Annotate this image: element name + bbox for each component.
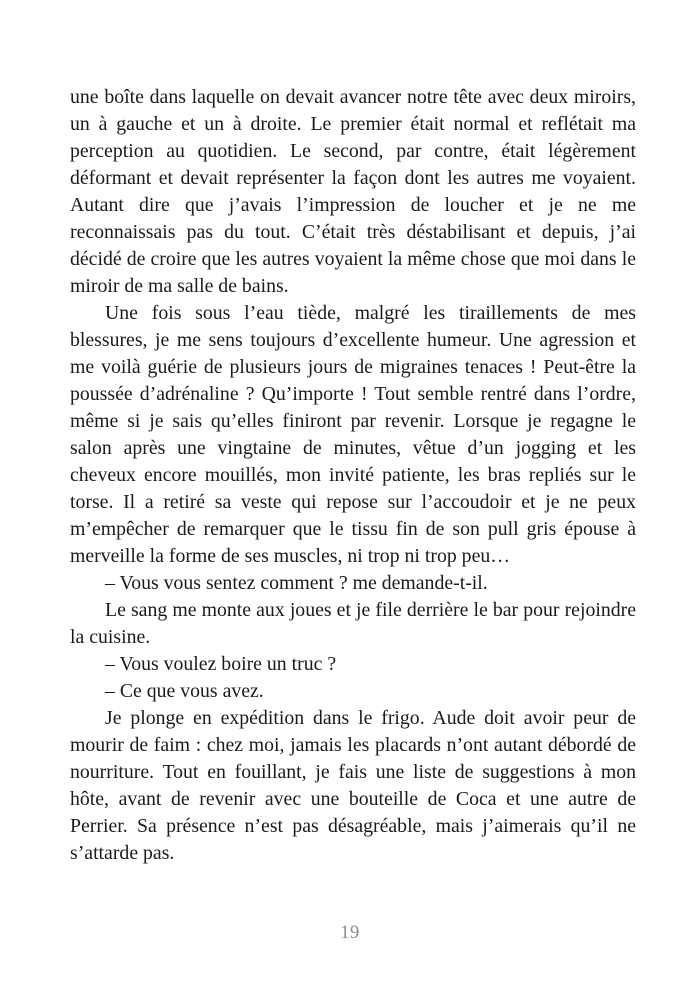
paragraph: une boîte dans laquelle on devait avancer notre tête avec deux miroirs, un à gauche et un à droite. Le premier était normal et reflétait ma perception au quotidien. Le second, par contre, était légèrement déformant et devait représenter la façon dont les autres me voyaient. Autant dire que j’avais l’impression de loucher et je ne me reconnaissais pas du tout. C’était très déstabilisant et depuis, j’ai décidé de croire que les autres voyaient la même chose que moi dans le miroir de ma salle de bains.	[70, 86, 636, 297]
body-text-block	[70, 84, 636, 867]
paragraph: Le sang me monte aux joues et je file derrière le bar pour rejoindre la cuisine.	[70, 599, 636, 648]
paragraph: Je plonge en expédition dans le frigo. Aude doit avoir peur de mourir de faim : chez moi, jamais les placards n’ont autant débordé de nourriture. Tout en fouillant, je fais une liste de suggestions à mon hôte, avant de revenir avec une bouteille de Coca et une autre de Perrier. Sa présence n’est pas désagréable, mais j’aimerais qu’il ne s’attarde pas.	[70, 707, 636, 864]
page-footer	[0, 920, 700, 947]
page-number: 19	[340, 923, 360, 943]
paragraph: – Vous voulez boire un truc ?	[105, 653, 337, 675]
paragraph: – Ce que vous avez.	[105, 680, 264, 702]
paragraph: Une fois sous l’eau tiède, malgré les tiraillements de mes blessures, je me sens toujours d’excellente humeur. Une agression et me voilà guérie de plusieurs jours de migraines tenaces ! Peut-être la poussée d’adrénaline ? Qu’importe ! Tout semble rentré dans l’ordre, même si je sais qu’elles finiront par revenir. Lorsque je regagne le salon après une vingtaine de minutes, vêtue d’un jogging et les cheveux encore mouillés, mon invité patiente, les bras repliés sur le torse. Il a retiré sa veste qui repose sur l’accoudoir et je ne peux m’empêcher de remarquer que le tissu fin de son pull gris épouse à merveille la forme de ses muscles, ni trop ni trop peu…	[70, 302, 636, 567]
paragraph: – Vous vous sentez comment ? me demande-t-il.	[105, 572, 488, 594]
